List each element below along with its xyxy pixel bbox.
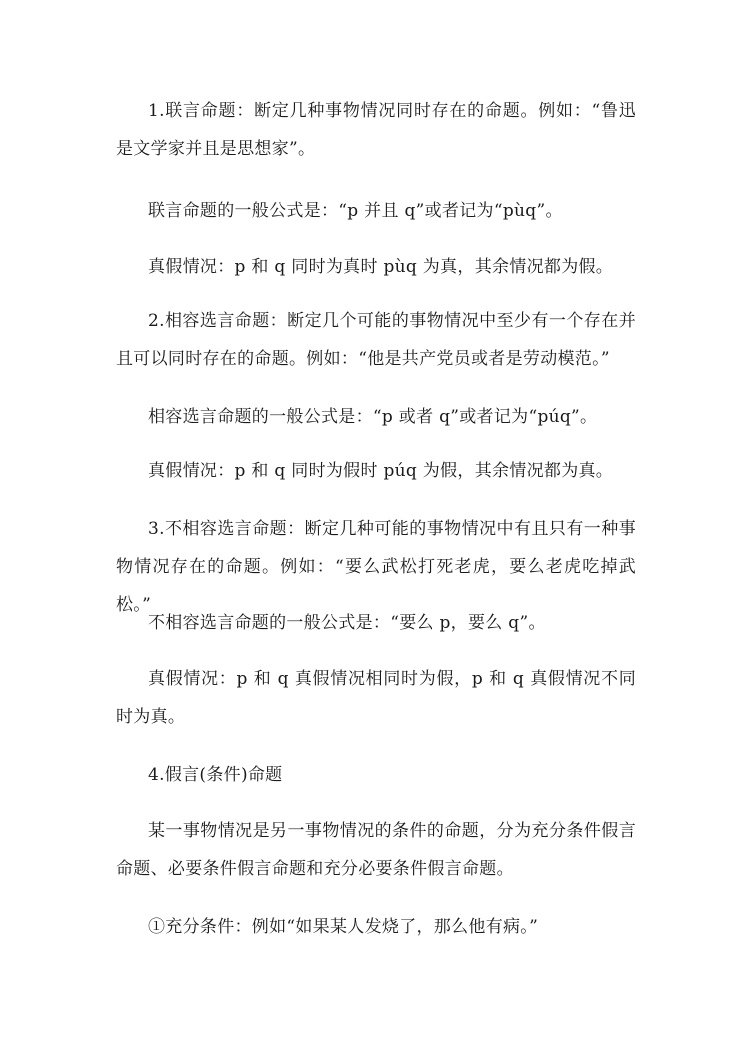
paragraph-compatible-disjunctive-truth: 真假情况：p 和 q 同时为假时 púq 为假，其余情况都为真。 bbox=[148, 461, 614, 481]
paragraph-conjunctive-definition: 1.联言命题：断定几种事物情况同时存在的命题。例如：“鲁迅是文学家并且是思想家”。 bbox=[116, 101, 636, 159]
paragraph-conjunctive-truth: 真假情况：p 和 q 同时为真时 pùq 为真，其余情况都为假。 bbox=[148, 257, 614, 277]
paragraph-hypothetical-definition: 某一事物情况是另一事物情况的条件的命题，分为充分条件假言命题、必要条件假言命题和充分必要条件假言命题。 bbox=[116, 821, 636, 879]
paragraph-sufficient-condition-example: ①充分条件：例如“如果某人发烧了，那么他有病。” bbox=[148, 917, 539, 937]
paragraph-exclusive-disjunctive-truth: 真假情况：p 和 q 真假情况相同时为假，p 和 q 真假情况不同时为真。 bbox=[116, 669, 636, 727]
paragraph-hypothetical-heading: 4.假言(条件)命题 bbox=[148, 765, 283, 785]
paragraph-exclusive-disjunctive-formula: 不相容选言命题的一般公式是：“要么 p，要么 q”。 bbox=[148, 613, 546, 633]
paragraph-exclusive-disjunctive-definition: 3.不相容选言命题：断定几种可能的事物情况中有且只有一种事物情况存在的命题。例如：“要么武松打死老虎，要么老虎吃掉武松。” bbox=[116, 519, 636, 615]
paragraph-compatible-disjunctive-definition: 2.相容选言命题：断定几个可能的事物情况中至少有一个存在并且可以同时存在的命题。例如：“他是共产党员或者是劳动模范。” bbox=[116, 311, 636, 369]
paragraph-conjunctive-formula: 联言命题的一般公式是：“p 并且 q”或者记为“pùq”。 bbox=[148, 201, 563, 221]
paragraph-compatible-disjunctive-formula: 相容选言命题的一般公式是：“p 或者 q”或者记为“púq”。 bbox=[148, 407, 598, 427]
